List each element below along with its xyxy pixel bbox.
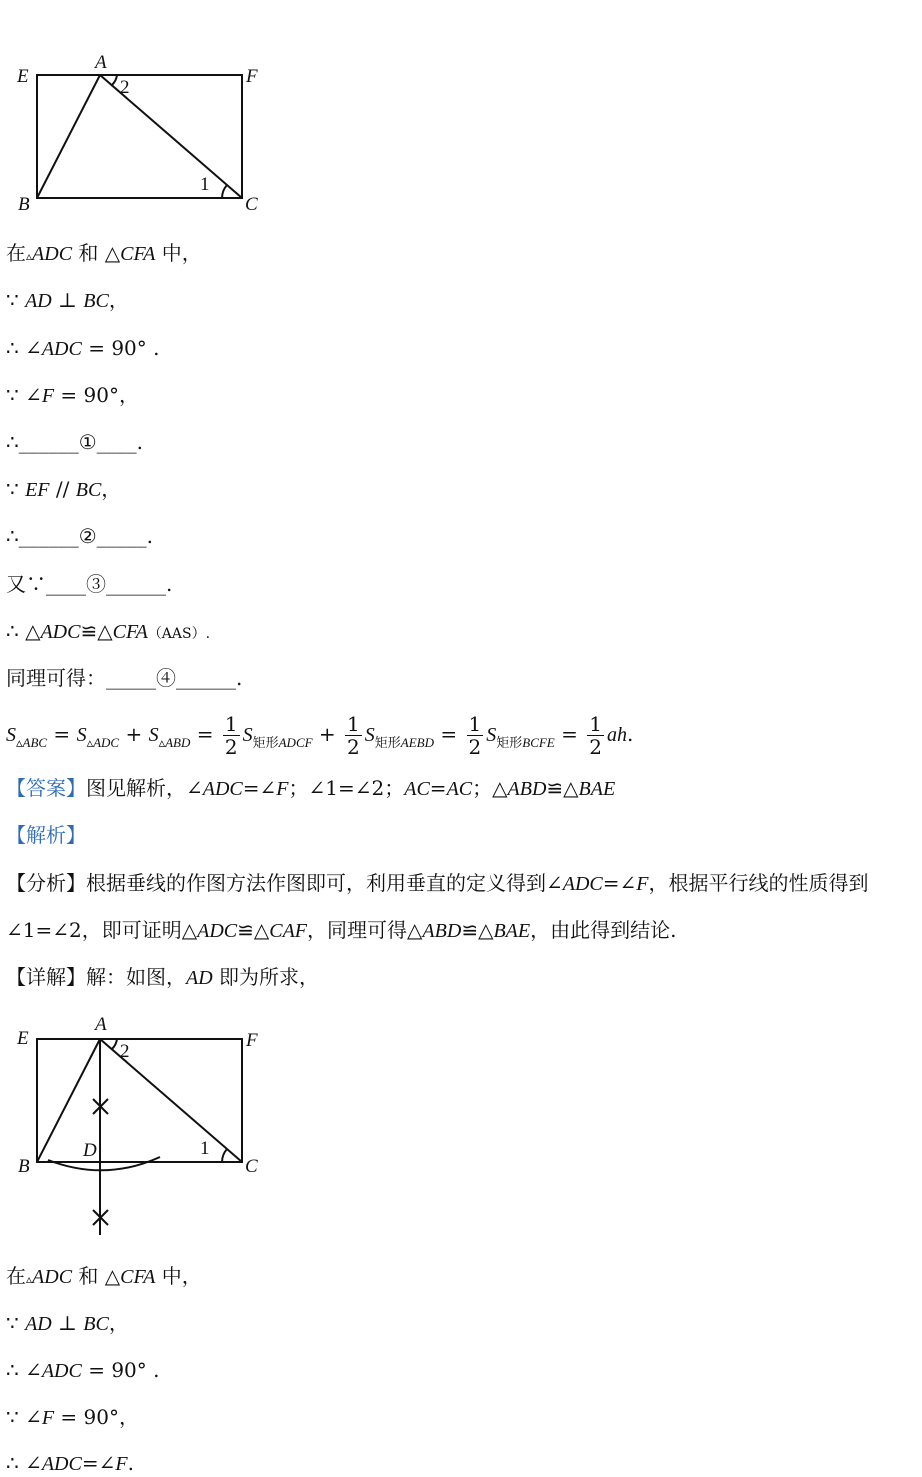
fraction-half: $\frac{1}{2}$ — [224, 712, 238, 759]
area-formula: $S_{▵ABC} = S_{▵ADC} + S_{▵ABD}$ = $\frac{1}{2}$ $S_{矩形ADCF}$ + $\frac{1}{2}$ $S_{矩形AEBD}$ = $\frac{1}{2}$ $S_{矩形BCFE}$ = $\frac{1}{2}$ ah. — [6, 712, 634, 759]
proof1-line-3: ∴ ∠ADC = 90° . — [6, 336, 160, 360]
label-angle-1: 1 — [200, 174, 210, 195]
label-angle-2: 2 — [120, 77, 130, 98]
label-a: A — [95, 52, 107, 73]
angle-2-arc — [112, 75, 117, 85]
figure-2-construction — [10, 1010, 280, 1245]
proof2-line-1: 在▵ADC 和 △CFA 中， — [6, 1264, 202, 1288]
label-a: A — [95, 1014, 107, 1035]
figure-1-rectangle-triangle — [10, 50, 270, 220]
proof2-line-2: ∵ AD ⊥ BC， — [6, 1311, 129, 1335]
detail-line: 【详解】解：如图，AD 即为所求， — [6, 965, 320, 989]
proof1-line-1: 在▵ADC 和 △CFA 中， — [6, 241, 202, 265]
answer-tag: 【答案】 — [6, 776, 86, 800]
label-c: C — [245, 194, 258, 215]
proof1-line-2: ∵ AD ⊥ BC， — [6, 288, 129, 312]
proof1-line-6: ∵ EF // BC， — [6, 477, 122, 501]
analysis-title: 【解析】 — [6, 823, 86, 847]
label-b: B — [18, 1156, 30, 1177]
detail-tag: 【详解】 — [6, 965, 86, 989]
proof2-line-4: ∵ ∠F = 90°， — [6, 1405, 139, 1429]
label-f: F — [246, 1030, 258, 1051]
fraction-half: $\frac{1}{2}$ — [347, 712, 360, 759]
angle-2-arc — [112, 1039, 117, 1049]
proof2-line-5: ∴ ∠ADC=∠F. — [6, 1451, 134, 1475]
label-angle-2: 2 — [120, 1041, 130, 1062]
proof1-line-10-blank-4: 同理可得：_____④______. — [6, 666, 243, 690]
label-d: D — [83, 1140, 97, 1161]
proof2-line-3: ∴ ∠ADC = 90° . — [6, 1358, 160, 1382]
analysis-paragraph-line-2: ∠1=∠2，即可证明△ADC≌△CAF，同理可得△ABD≌△BAE，由此得到结论. — [6, 918, 677, 942]
proof1-line-4: ∵ ∠F = 90°， — [6, 383, 139, 407]
label-c: C — [245, 1156, 258, 1177]
analysis-tag: 【分析】 — [6, 871, 86, 895]
angle-1-arc — [222, 185, 227, 198]
label-angle-1: 1 — [200, 1138, 210, 1159]
answer-line: 【答案】图见解析，∠ADC=∠F；∠1=∠2；AC=AC；△ABD≌△BAE — [6, 776, 616, 800]
label-e: E — [17, 66, 29, 87]
proof1-line-8-blank-3: 又∵____③______. — [6, 572, 173, 596]
analysis-paragraph-line-1: 【分析】根据垂线的作图方法作图即可，利用垂直的定义得到∠ADC=∠F，根据平行线的性质得到 — [6, 871, 869, 895]
fraction-half: $\frac{1}{2}$ — [468, 712, 482, 759]
proof1-line-9: ∴ △ADC≌△CFA（AAS）. — [6, 619, 211, 643]
segment-ab — [37, 75, 100, 198]
label-e: E — [17, 1028, 29, 1049]
construction-arc — [48, 1157, 160, 1170]
proof1-line-5-blank-1: ∴______①____. — [6, 430, 144, 454]
label-b: B — [18, 194, 30, 215]
fraction-half: $\frac{1}{2}$ — [589, 712, 602, 759]
angle-1-arc — [222, 1149, 227, 1162]
label-f: F — [246, 66, 258, 87]
proof1-line-7-blank-2: ∴______②_____. — [6, 524, 154, 548]
